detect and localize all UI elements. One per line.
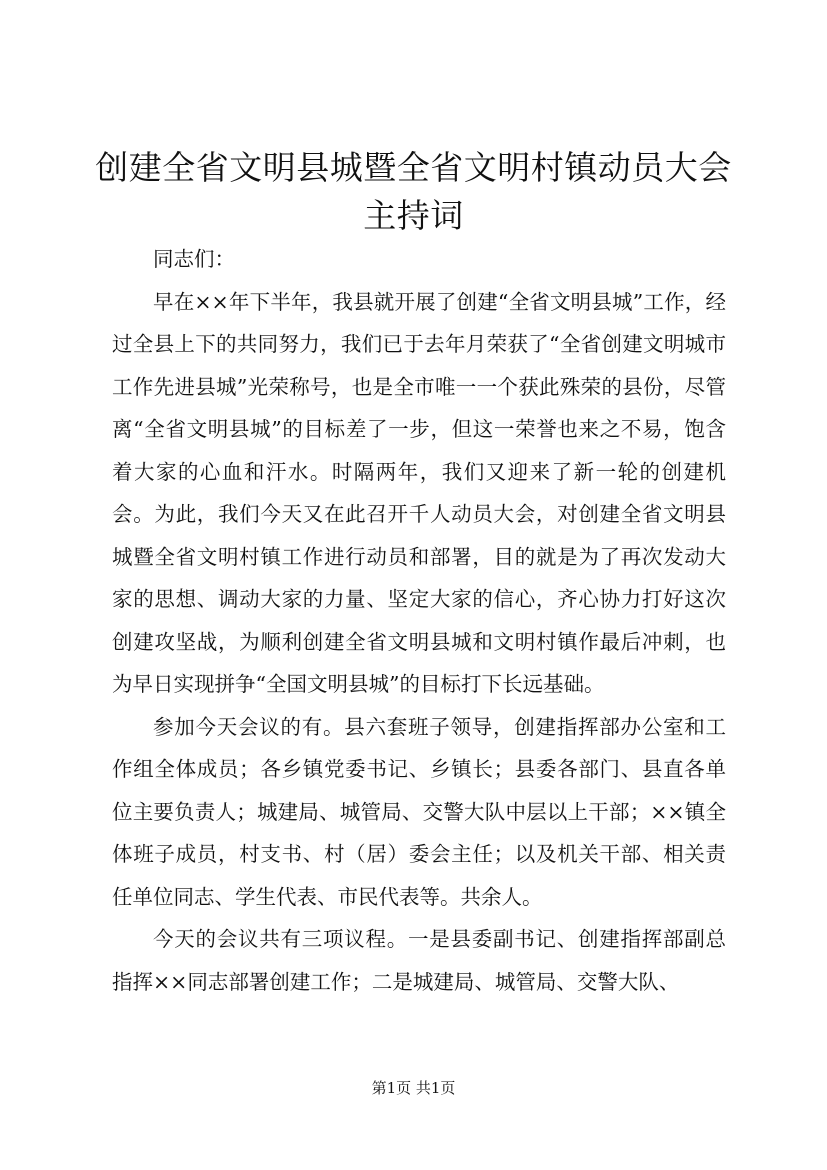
paragraph-salutation: 同志们： <box>153 247 235 271</box>
paragraph-attendees: 参加今天会议的有。县六套班子领导，创建指挥部办公室和工作组全体成员；各乡镇党委书记、乡镇长；县委各部门、县直各单位主要负责人；城建局、城管局、交警大队中层以上干部；××镇全体班子成员，村支书、村（居）委会主任；以及机关干部、相关责任单位同志、学生代表、市民代表等。共余人。 <box>112 714 726 909</box>
document-body <box>112 238 726 1003</box>
document-title: 创建全省文明县城暨全省文明村镇动员大会主持词 <box>95 148 732 235</box>
paragraph-background: 早在××年下半年，我县就开展了创建“全省文明县城”工作，经过全县上下的共同努力，我们已于去年月荣获了“全省创建文明城市工作先进县城”光荣称号，也是全市唯一一个获此殊荣的县份，尽管离“全省文明县城”的目标差了一步，但这一荣誉也来之不易，饱含着大家的心血和汗水。时隔两年，我们又迎来了新一轮的创建机会。为此，我们今天又在此召开千人动员大会，对创建全省文明县城暨全省文明村镇工作进行动员和部署，目的就是为了再次发动大家的思想、调动大家的力量、坚定大家的信心，齐心协力打好这次创建攻坚战，为顺利创建全省文明县城和文明村镇作最后冲刺，也为早日实现拼争“全国文明县城”的目标打下长远基础。 <box>112 289 726 696</box>
page-number-footer: 第1页 共1页 <box>371 1079 456 1097</box>
paragraph-agenda: 今天的会议共有三项议程。一是县委副书记、创建指挥部副总指挥××同志部署创建工作；二是城建局、城管局、交警大队、 <box>112 927 726 994</box>
